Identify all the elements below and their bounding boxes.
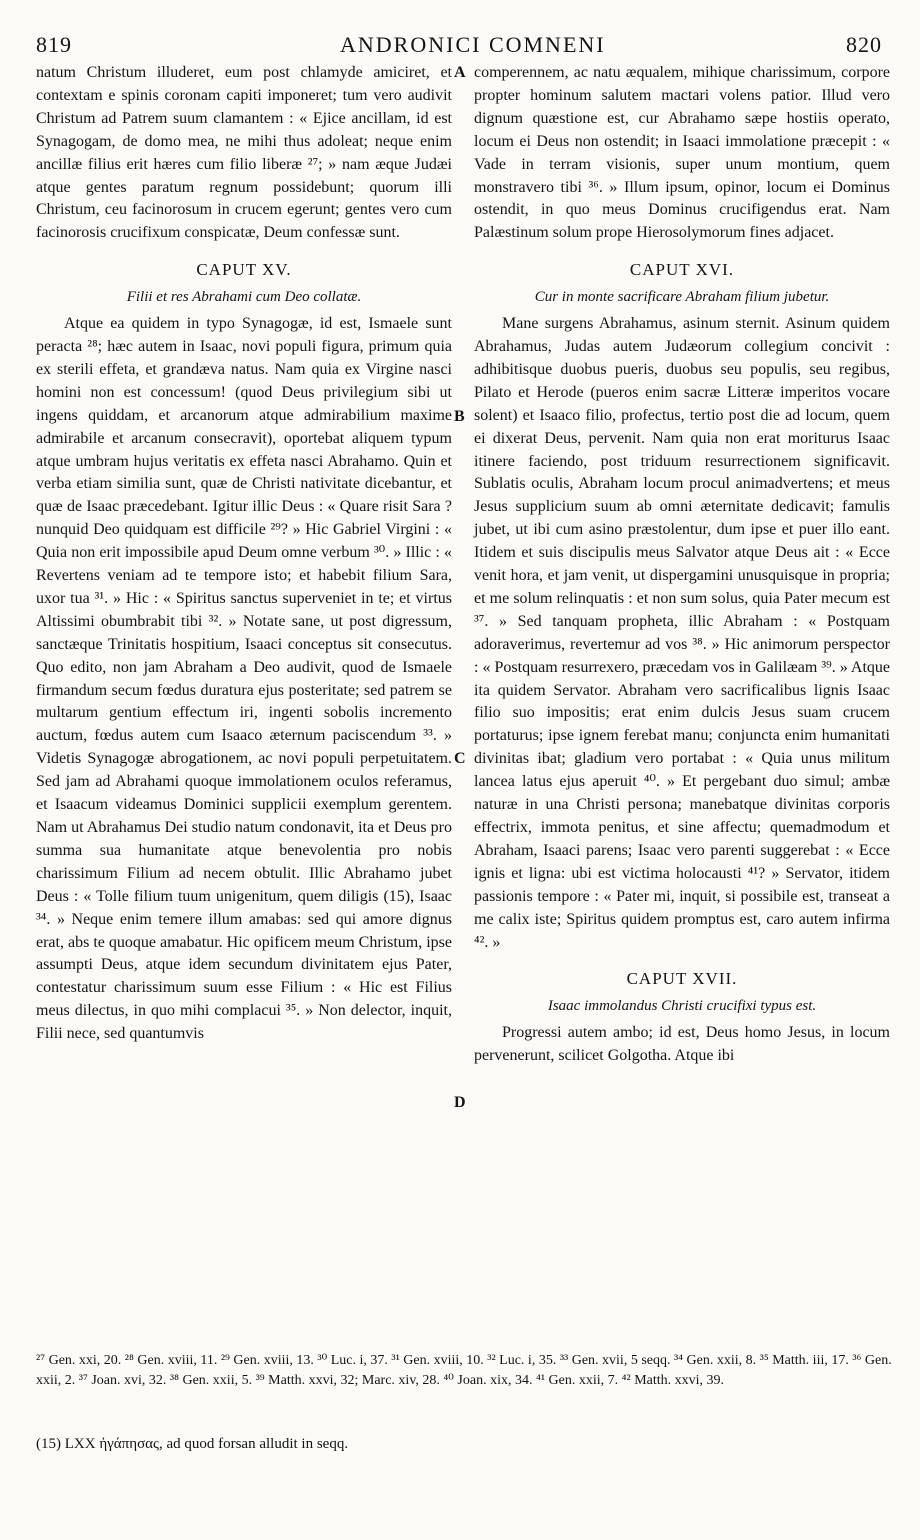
page-number-left: 819 — [36, 32, 72, 57]
chapter-heading-16: CAPUT XVI. — [629, 260, 735, 280]
margin-marker-b: B — [454, 408, 465, 425]
chapter-heading-17: CAPUT XVII. — [626, 969, 738, 989]
chapter-summary-17: Isaac immolandus Christi crucifixi typus est. — [547, 998, 817, 1015]
chapter-17-text: Progressi autem ambo; id est, Deus homo Jesus, in locum pervenerunt, scilicet Golgotha. Atque ibi — [474, 1024, 890, 1065]
footnote-15: (15) LXX ἠγάπησας, ad quod forsan alludit in seqq. — [36, 1436, 349, 1452]
margin-marker-d: D — [454, 1094, 466, 1111]
page-number-right: 820 — [846, 32, 882, 57]
left-paragraph-top: natum Christum illuderet, eum post chlamyde amiciret, et contextam e spinis coronam capiti imponeret; tum vero audivit Christum ad Patrem suum clamantem : « Ejice ancillam, id est Synagogam, de domo mea, ne mihi thus adoleat; neque enim ancillæ filius erit hæres cum filio liberæ ²⁷; » nam æque Judæi atque gentes paratum regnum possidebunt; quorum illi Christum, ceu facinorosum in crucem egerunt; gentes vero cum facinorosis crucifixum conspicatæ, Deum confessæ sunt. — [36, 64, 452, 242]
running-title: ANDRONICI COMNENI — [340, 32, 606, 57]
chapter-summary-16: Cur in monte sacrificare Abraham filium jubetur. — [534, 289, 830, 306]
margin-marker-c: C — [454, 750, 466, 767]
chapter-summary-15: Filii et res Abrahami cum Deo collatæ. — [126, 289, 362, 306]
chapter-15-text: Atque ea quidem in typo Synagogæ, id est, Ismaele sunt peracta ²⁸; hæc autem in Isaac, novi populi figura, primum quia ex sterili effeta, et grandæva natus. Nam quia ex Virgine nasci homini non est concessum! (quod Deus privilegium sibi ut ingens quiddam, et arcanorum atque admirabilium maxime admirabile et arcanum consecravit), oportebat aliquem typum atque umbram hujus veritatis ex effeta nasci Abrahamo. Quin et verba etiam similia sunt, quæ de Christi nativitate dicebantur, et quæ de Isaac præcedebant. Igitur illic Deus : « Quare risit Sara ? nunquid Deo quidquam est difficile ²⁹? » Hic Gabriel Virgini : « Quia non erit impossibile apud Deum omne verbum ³⁰. » Illic : « Revertens veniam ad te tempore isto; et habebit filium Sara, uxor tua ³¹. » Hic : « Spiritus sanctus superveniet in te; et virtus Altissimi obumbrabit tibi ³². » Notate sane, ut post digressum, sanctæque Trinitatis hospitium, Isaaci conceptus sit consecutus. Quo edito, non jam Abraham a Deo audivit, quod de Ismaele firmandum secum fœdus duratura ejus posteritate; sed patrem se multarum gentium effectum iri, ingenti sobolis incremento auctum, fœdus autem cum Isaaco æternum paciscendum ³³. » Videtis Synagogæ abrogationem, ac novi populi perpetuitatem. Sed jam ad Abrahami quoque immolationem oculos referamus, et Isaacum videamus Dominici supplicii exemplum gerentem. Nam ut Abrahamus Dei studio natum condonavit, ita et Deus pro summa sua humanitate atque benevolentia pro nobis charissimum Filium ad necem obtulit. Illic Abrahamo jubet Deus : « Tolle filium tuum unigenitum, quem diligis (15), Isaac ³⁴. » Neque enim temere illum amabas: sed qui amore dignus erat, abs te quoque amabatur. Hic opificem meum Christum, ipse assumpti Deus, atque idem secundum divinitatem ejus Pater, contestatur charissimum suum esse Filium : « Hic est Filius meus dilectus, in quo mihi complacui ³⁵. » Non delector, inquit, Filii nece, sed quantumvis — [36, 315, 452, 1043]
running-header — [0, 32, 920, 58]
margin-marker-a: A — [454, 64, 466, 81]
scripture-references: ²⁷ Gen. xxi, 20. ²⁸ Gen. xviii, 11. ²⁹ Gen. xviii, 13. ³⁰ Luc. i, 37. ³¹ Gen. xviii, 10. ³² Luc. i, 35. ³³ Gen. xvii, 5 seqq. ³⁴ Gen. xxii, 8. ³⁵ Matth. iii, 17. ³⁶ Gen. xxii, 2. ³⁷ Joan. xvi, 32. ³⁸ Gen. xxii, 5. ³⁹ Matth. xxvi, 32; Marc. xiv, 28. ⁴⁰ Joan. xix, 34. ⁴¹ Gen. xxii, 7. ⁴² Matth. xxvi, 39. — [36, 1353, 892, 1388]
right-column — [474, 62, 890, 1068]
chapter-16-text: Mane surgens Abrahamus, asinum sternit. Asinum quidem Abrahamus, Judas autem Judæorum collegium concivit : adhibitisque duobus pueris, duobus seu populis, seu regibus, Pilato et Herode (pueros enim sacræ Litteræ imperitos vocare solent) et Isaaco filio, profectus, tertio post die ad locum, quem ei dixerat Deus, pervenit. Nam quia non erat moriturus Isaac itinere faciendo, post triduum resurrectionem significavit. Sublatis oculis, Abraham locum procul animadvertens; et meus Jesus supplicium suum ab omni æternitate dedicavit; famulis jubet, ut ibi cum asino præstolentur, dum ipse et puer illo eant. Itidem et suis discipulis meus Salvator atque Deus ait : « Ecce venit hora, et jam venit, ut dispergamini unusquisque in propria; et me solum relinquatis : et non sum solus, quia Pater mecum est ³⁷. » Sed tanquam propheta, illic Abraham : « Postquam adoraverimus, revertemur ad vos ³⁸. » Hic animorum perspector : « Postquam resurrexero, præcedam vos in Galilæam ³⁹. » Atque ita quidem Servator. Abraham vero sacrificalibus lignis Isaac filio suo impositis; erat enim dulcis Jesus suam crucem portaturus; ipse ignem ferebat manu; conjuncta enim humanitati divinitas ibat; gladium vero portabat : « Quia unus militum lancea latus ejus aperuit ⁴⁰. » Et pergebant duo simul; ambæ naturæ in una Christi persona; manebatque divinitas corporis effectrix, immota penitus, et sine affectu; quemadmodum et Abraham, Isaaci parens; Isaac vero parenti suggerebat : « Ecce ignis et ligna: ubi est victima holocausti ⁴¹? » Servator, itidem passionis tempore : « Pater mi, inquit, si possibile est, transeat a me calix iste; Spiritus quidem promptus est, caro autem infirma ⁴². » — [474, 315, 890, 951]
chapter-heading-15: CAPUT XV. — [196, 260, 292, 280]
right-paragraph-top: comperennem, ac natu æqualem, mihique charissimum, corpore propter hominum salutem mactari volens patior. Illud vero dignum quæstione est, cur Abrahamo sæpe hostiis operato, locum ei Deus non ostendit; in Isaaci immolatione præcepit : « Vade in terram visionis, super unum montium, quem monstravero tibi ³⁶. » Illum ipsum, opinor, locum ei Dominus ostendit, in quo meus Dominus crucifigendus erat. Nam Palæstinum solum prope Hierosolymorum fines adjacet. — [474, 64, 890, 242]
left-column — [36, 62, 452, 1046]
